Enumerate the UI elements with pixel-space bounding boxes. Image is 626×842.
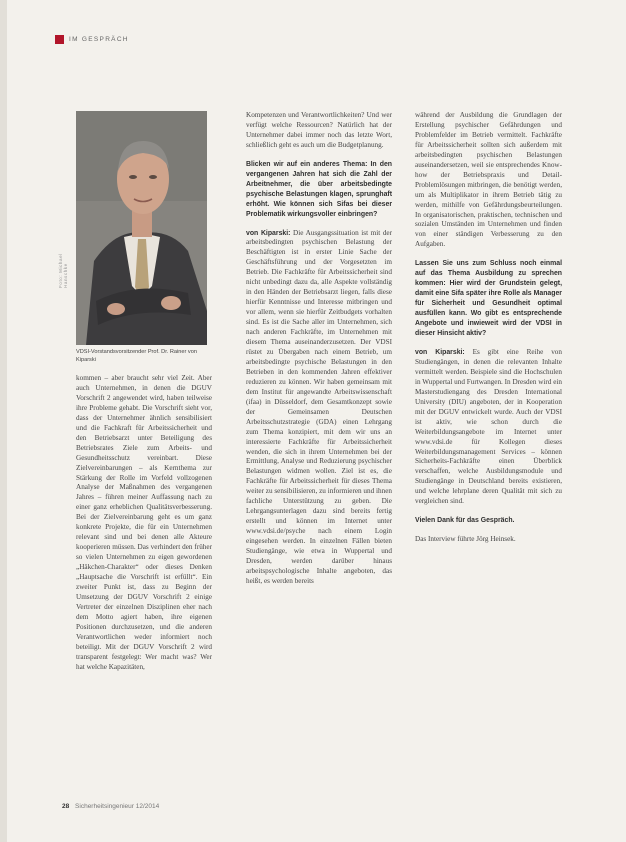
page-footer (62, 803, 159, 810)
photo-caption: VDSI-Vorstandsvorsitzender Prof. Dr. Rainer von Kiparski (76, 349, 197, 363)
speaker-name: von Kiparski: (415, 348, 465, 356)
section-label: IM GESPRÄCH (69, 35, 129, 43)
interview-question: Lassen Sie uns zum Schluss noch einmal auf das Thema Ausbildung zu sprechen kommen: Hier wird der Grundstein gelegt, damit eine Sifa später ihre Rolle als Manager für Sicherheit und Gesundheit optimal ausfüllen kann. Wo gibt es entsprechende Angebote und inwieweit wird der VDSI in dieser Hinsicht aktiv? (415, 260, 562, 338)
portrait-photo (76, 111, 207, 345)
body-paragraph: Das Interview führte Jörg Heinsek. (415, 535, 516, 544)
interview-answer (415, 348, 562, 507)
answer-text: Es gibt eine Reihe von Studiengängen, in denen die relevanten Inhalte vermittelt werden. Beispiele sind die Hochschulen in Wuppertal und Furtwangen. In Dresden wird ein Masterstudiengang des Dresden International University (DIU) angeboten, der in Kooperation mit der DGUV entwickelt wurde. Auch der VDSI ist aktiv, wie schon durch die Weiterbildungsangebote im Internet unter www.vdsi.de für Kollegen dieses Weiterbildungsmanagement Services – können Sicherheits-Fachkräfte einen Überblick verschaffen, welche Ausbildungsmodule und Studiengänge in Deutschland bereits existieren, und welche lehrplane deren Qualität mit sich zu vergleichen sind. (415, 347, 562, 506)
interview-answer (246, 229, 392, 587)
section-header (55, 33, 129, 45)
interview-question: Blicken wir auf ein anderes Thema: In den vergangenen Jahren hat sich die Zahl der Arbeitnehmer, die über arbeitsbedingte psychische Belastungen klagen, sprunghaft erhöht. Wie können sich Sifas bei dieser Problematik wirkungsvoller einbringen? (246, 160, 392, 218)
body-paragraph: Kompetenzen und Verantwortlichkeiten? Und wer verfügt welche Ressourcen? Natürlich hat der Unternehmer dabei immer noch das letzte Wort, schließlich geht es auch um die Budgetplanung. (246, 111, 392, 149)
text-column-3 (415, 111, 562, 554)
text-column-2 (246, 111, 392, 596)
body-paragraph: während der Ausbildung die Grundlagen der Erstellung psychischer Gefährdungen und Problemfelder im Betrieb vermittelt. Fachkräfte für Arbeitssicherheit sollten sich außerdem mit arbeitsbedingten psychischen Belastungen auseinandersetzen, weil sie entsprechendes Know-how der Betriebspraxis und Detail-Problemlösungen mitbringen, die benötigt werden, um als Multiplikator in ihrem Betrieb tätig zu werden, mithilfe von Gefährdungsbeurteilungen. In organisatorischen, praktischen, technischen und sozialen Umständen im Unternehmen und finden von einer ständigen Verbesserung zu den Aufgaben. (415, 111, 562, 249)
text-column-1 (76, 374, 212, 682)
closing-thanks: Vielen Dank für das Gespräch. (415, 517, 515, 525)
section-marker (55, 35, 64, 44)
publication-name: Sicherheitsingenieur 12/2014 (75, 803, 160, 810)
speaker-name: von Kiparski: (246, 229, 291, 237)
photo-credit: Foto: Michael Hanschke (58, 253, 68, 288)
page-edge (0, 0, 7, 842)
page-number: 28 (62, 803, 70, 810)
answer-text: Die Ausgangssituation ist mit der arbeitsbedingten psychischen Belastung der Beschäftigten ist in erster Linie Sache der Geschäftsführung und der Vorgesetzten im Betrieb. Die Fachkräfte für Arbeitssicherheit sind nicht unbedingt dazu da, alle Aspekte vollständig in den Händen der Betriebsarzt liegen, falls diese hierfür Kenntnisse und Interesse mitbringen und vor allem, wenn sie hierfür Zeitbudgets vorhalten sind. Es ist die Sache aller im Unternehmen, sich nach anderen Fachkräfte, im Unternehmen mit diesem Thema auseinanderzusetzen. Der VDSI rüstet zu Übergaben nach einem Betrieb, um arbeitsbedingte psychische Belastungen in den Betrieben in den kommenden Jahren effektiver reduzieren zu können. Wir haben gemeinsam mit dem Institut für angewandte Arbeitswissenschaft (ifaa) in Düsseldorf, dem Gesamtkonzept sowie der Gemeinsamen Deutschen Arbeitsschutzstrategie (GDA) einen Lehrgang zum Thema konzipiert, mit dem wir uns an interessierte Fachkräfte für Arbeitssicherheit wenden, die sich in ihrem Unternehmen bei der Ermittlung, Analyse und Reduzierung psychischer Belastungen widmen wollen. Ziel ist es, die Fachkräfte für Arbeitssicherheit für dieses Thema weiter zu sensibilisieren, zu informieren und ihnen fachliche Unterstützung zu geben. Die Lehrgangsunterlagen dazu sind bereits fertig erstellt und können im Internet unter www.vdsi.de/psyche nach einem Login eingesehen werden. In einzelnen Fällen bieten Studiengänge, wie etwa in Wuppertal und Dresden, werden darüber hinaus arbeitspsychologische Inhalte angeboten, das heißt, es werden bereits (246, 228, 393, 585)
body-paragraph: kommen – aber braucht sehr viel Zeit. Aber auch Unternehmen, in denen die DGUV Vorschrift 2 angewendet wird, haben teilweise ihre Probleme gehabt. Die Vorschrift sieht vor, dass der Unternehmer ähnlich sensibilisiert und die Fachkraft für Arbeitssicherheit und den Betriebsarzt unter Beteiligung des Betriebsrates Ziele zum Arbeits- und Gesundheitsschutz vereinbart. Diese Zielvereinbarungen – als Kernthema zur Stärkung der Rolle im Vorfeld vollzogenen Analyse der Maßnahmen des vergangenen Jahres – führen meiner Auffassung nach zu einer ganz erheblichen Qualitätsverbesserung. Bei der Zielvereinbarung geht es um ganz konkrete Projekte, die für ein Unternehmen relevant sind und bei denen alle Akteure kooperieren müssen. Das verhindert den früher so vielen Unternehmen zu eigen gewordenen „Häkchen-Charakter“ oder dieses Denken „Hauptsache die Vorschrift ist erfüllt“. Ein zweiter Punkt ist, dass zu Beginn der Umsetzung der DGUV Vorschrift 2 einige Vertreter der einzelnen Disziplinen eher nach dem Motto agiert haben, ihre eigenen Positionen durchzusetzen, und die anderen Verantwortlichen weder informiert noch beteiligt. Mit der DGUV Vorschrift 2 wird transparent festgelegt: Wer macht was? Wer hat welche Kapazitäten, (76, 374, 212, 671)
